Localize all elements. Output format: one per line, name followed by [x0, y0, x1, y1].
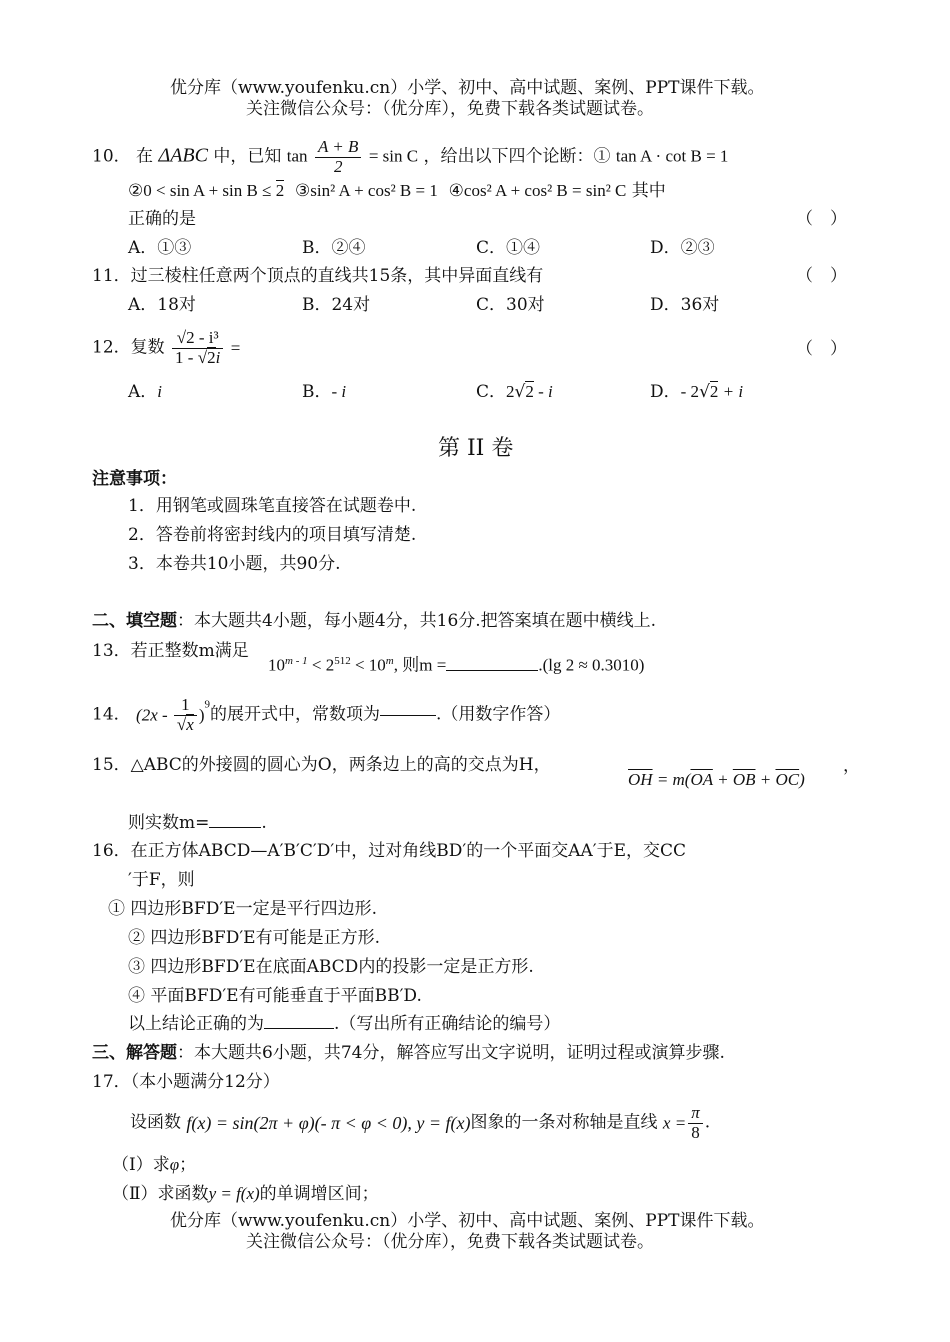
fraction: $\frac{\pi}{8}$: [688, 1104, 703, 1142]
question-13: 13．若正整数m满足: [92, 641, 249, 661]
option-d: D．- 2√2 + i: [650, 382, 744, 402]
question-14: 14． (2x - $\frac{1}{√x}$ )$^9$的展开式中，常数项为 .（用数字作答）: [92, 695, 561, 734]
vector-equation: $\overline{OH} = m(\overline{OA} + \overline{OB} + \overline{OC})$: [628, 770, 805, 789]
question-10-line-2: ②0 < sin A + sin B ≤ 2 ③sin² A + cos² B = 1 ④cos² A + cos² B = sin² C 其中: [128, 181, 666, 201]
question-10-line-1: 10． 在 ΔABC 中，已知 tan $\frac{A + B}{2}$ = sin C ，给出以下四个论断：① tan A · cot B = 1: [92, 137, 729, 176]
answer-paren: （ ）: [796, 339, 847, 359]
question-number: 12．: [92, 337, 131, 358]
option-c: C．①④: [476, 238, 541, 258]
notice-title: 注意事项：: [92, 469, 177, 489]
option-d: D．36对: [650, 295, 720, 315]
question-number: 13．: [92, 641, 131, 661]
question-17-statement: 设函数 f(x) = sin(2π + φ)(- π < φ < 0), y = f(x)图象的一条对称轴是直线 x = $\frac{\pi}{8}$ .: [130, 1103, 711, 1142]
question-13-expression: $10^{m - 1} < 2^{512} < 10^m$, 则m = .(lg 2 ≈ 0.3010): [268, 655, 645, 675]
notice-item: 1．用钢笔或圆珠笔直接答在试题卷中.: [128, 496, 417, 516]
question-number: 16．: [92, 841, 131, 861]
fraction: $\frac{A + B}{2}$: [315, 138, 361, 176]
section-heading-fill-in: 二、填空题：本大题共4小题，每小题4分，共16分.把答案填在题中横线上.: [92, 611, 657, 631]
question-16: 16．在正方体ABCD—A′B′C′D′中，过对角线BD′的一个平面交AA′于E，交CC: [92, 841, 687, 861]
option-c: C．2√2 - i: [476, 382, 553, 402]
option-c: C．30对: [476, 295, 545, 315]
section-heading-solutions: 三、解答题：本大题共6小题，共74分，解答应写出文字说明，证明过程或演算步骤.: [92, 1043, 725, 1063]
part-title: 第 II 卷: [438, 436, 514, 461]
notice-item: 3．本卷共10小题，共90分.: [128, 554, 341, 574]
question-16-conclusion: 以上结论正确的为 .（写出所有正确结论的编号）: [128, 1014, 561, 1034]
answer-paren: （ ）: [796, 266, 847, 286]
question-15: 15．△ABC的外接圆的圆心为O，两条边上的高的交点为H，: [92, 755, 551, 775]
option-a: A．i: [128, 382, 163, 402]
fraction: $\frac{1}{√x}$: [174, 696, 197, 734]
notice-item: 2．答卷前将密封线内的项目填写清楚.: [128, 525, 417, 545]
option-b: B．- i: [302, 382, 347, 402]
header-line-2: 关注微信公众号：（优分库），免费下载各类试题试卷。: [246, 99, 654, 119]
question-17: 17．（本小题满分12分）: [92, 1072, 280, 1092]
question-number: 17．: [92, 1072, 131, 1092]
option-a: A．18对: [128, 295, 196, 315]
statement-item: ① 四边形BFD′E一定是平行四边形.: [108, 899, 377, 919]
question-number: 11．: [92, 266, 131, 286]
question-10-line-3: 正确的是: [128, 209, 196, 229]
answer-blank[interactable]: [264, 1028, 334, 1029]
statement-item: ② 四边形BFD′E有可能是正方形.: [128, 928, 380, 948]
footer-line-1: 优分库（www.youfenku.cn）小学、初中、高中试题、案例、PPT课件下载。: [170, 1211, 765, 1231]
answer-blank[interactable]: [446, 670, 538, 671]
question-17-part-1: （Ⅰ）求φ；: [112, 1155, 197, 1175]
footer-line-2: 关注微信公众号：（优分库），免费下载各类试题试卷。: [246, 1232, 654, 1252]
option-d: D．②③: [650, 238, 715, 258]
question-11: 11．过三棱柱任意两个顶点的直线共15条，其中异面直线有: [92, 266, 544, 286]
option-a: A．①③: [128, 238, 192, 258]
question-15-line-2: 则实数m= .: [128, 813, 267, 833]
answer-blank[interactable]: [380, 715, 436, 716]
question-number: 15．: [92, 755, 131, 775]
question-number: 14．: [92, 704, 131, 725]
fraction: $\frac{\text{√2 - i³}}{1 - √2i}$: [172, 329, 223, 367]
header-line-1: 优分库（www.youfenku.cn）小学、初中、高中试题、案例、PPT课件下载。: [170, 78, 765, 98]
option-b: B．②④: [302, 238, 366, 258]
answer-paren: （ ）: [796, 209, 847, 229]
question-17-part-2: （Ⅱ）求函数y = f(x)的单调增区间；: [112, 1184, 379, 1204]
statement-item: ③ 四边形BFD′E在底面ABCD内的投影一定是正方形.: [128, 957, 534, 977]
statement-item: ④ 平面BFD′E有可能垂直于平面BB′D.: [128, 986, 422, 1006]
question-12: 12．复数 $\frac{\text{√2 - i³}}{1 - √2i}$ =: [92, 328, 241, 367]
answer-blank[interactable]: [209, 827, 261, 828]
option-b: B．24对: [302, 295, 371, 315]
question-number: 10．: [92, 146, 131, 167]
